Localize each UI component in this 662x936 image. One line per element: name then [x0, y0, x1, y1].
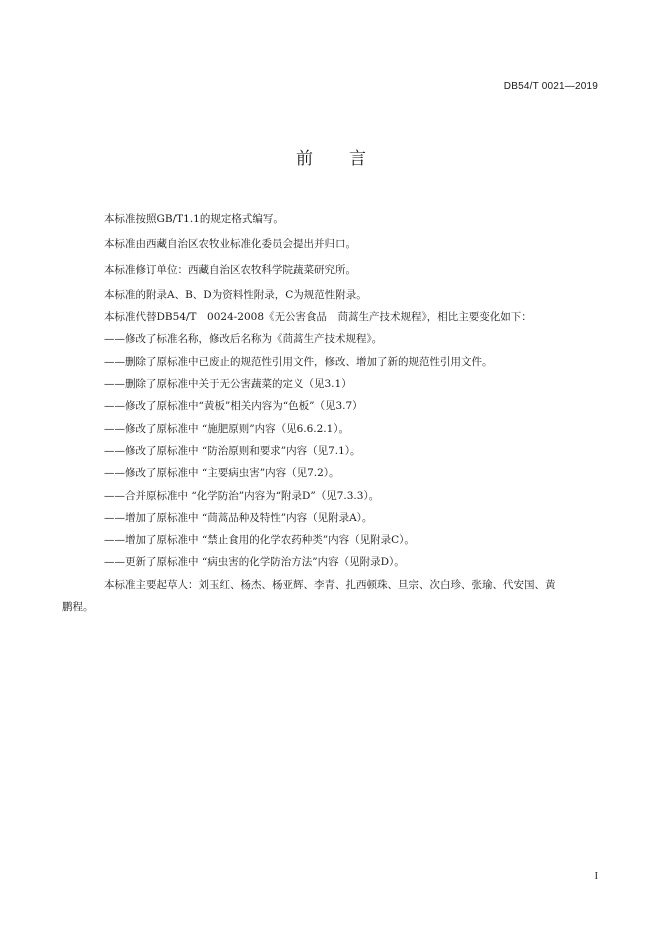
paragraph-proposer: 本标准由西藏自治区农牧业标准化委员会提出并归口。: [104, 238, 356, 251]
change-item: ——更新了原标准中 “病虫害的化学防治方法”内容（见附录D）。: [104, 556, 405, 569]
change-item: ——增加了原标准中 “茼蒿品种及特性”内容（见附录A）。: [104, 511, 373, 524]
change-item: ——增加了原标准中 “禁止食用的化学农药种类”内容（见附录C）。: [104, 534, 415, 547]
change-item: ——修改了原标准中“黄板”相关内容为“色板”（见3.7）: [104, 400, 363, 413]
change-item: ——修改了原标准中 “主要病虫害”内容（见7.2）。: [104, 467, 340, 480]
drafters-line: 本标准主要起草人：刘玉红、杨杰、杨亚辉、李青、扎西顿珠、旦宗、次白珍、张瑜、代安国、黄: [104, 578, 556, 591]
change-item: ——删除了原标准中已废止的规范性引用文件，修改、增加了新的规范性引用文件。: [104, 355, 493, 368]
paragraph-appendix: 本标准的附录A、B、D为资料性附录，C为规范性附录。: [104, 288, 367, 301]
paragraph-format: 本标准按照GB/T1.1的规定格式编写。: [104, 213, 284, 225]
paragraph-replacement: 本标准代替DB54/T 0024-2008《无公害食品 茼蒿生产技术规程》，相比主要变化如下：: [104, 311, 532, 324]
document-code: DB54/T 0021—2019: [503, 81, 598, 92]
change-item: ——修改了原标准中 “施肥原则”内容（见6.6.2.1）。: [104, 422, 350, 435]
paragraph-revision-unit: 本标准修订单位：西藏自治区农牧科学院蔬菜研究所。: [104, 263, 356, 276]
change-item: ——删除了原标准中关于无公害蔬菜的定义（见3.1）: [104, 378, 352, 391]
change-item: ——修改了标准名称，修改后名称为《茼蒿生产技术规程》。: [104, 333, 383, 346]
page-title: 前言: [296, 149, 402, 169]
foreword-body: [62, 208, 602, 618]
change-item: ——修改了原标准中 “防治原则和要求”内容（见7.1）。: [104, 444, 361, 457]
change-item: ——合并原标准中 “化学防治”内容为“附录D”（见7.3.3）。: [104, 489, 380, 502]
page-number: I: [594, 871, 598, 882]
drafters-continuation: 鹏程。: [62, 601, 94, 614]
